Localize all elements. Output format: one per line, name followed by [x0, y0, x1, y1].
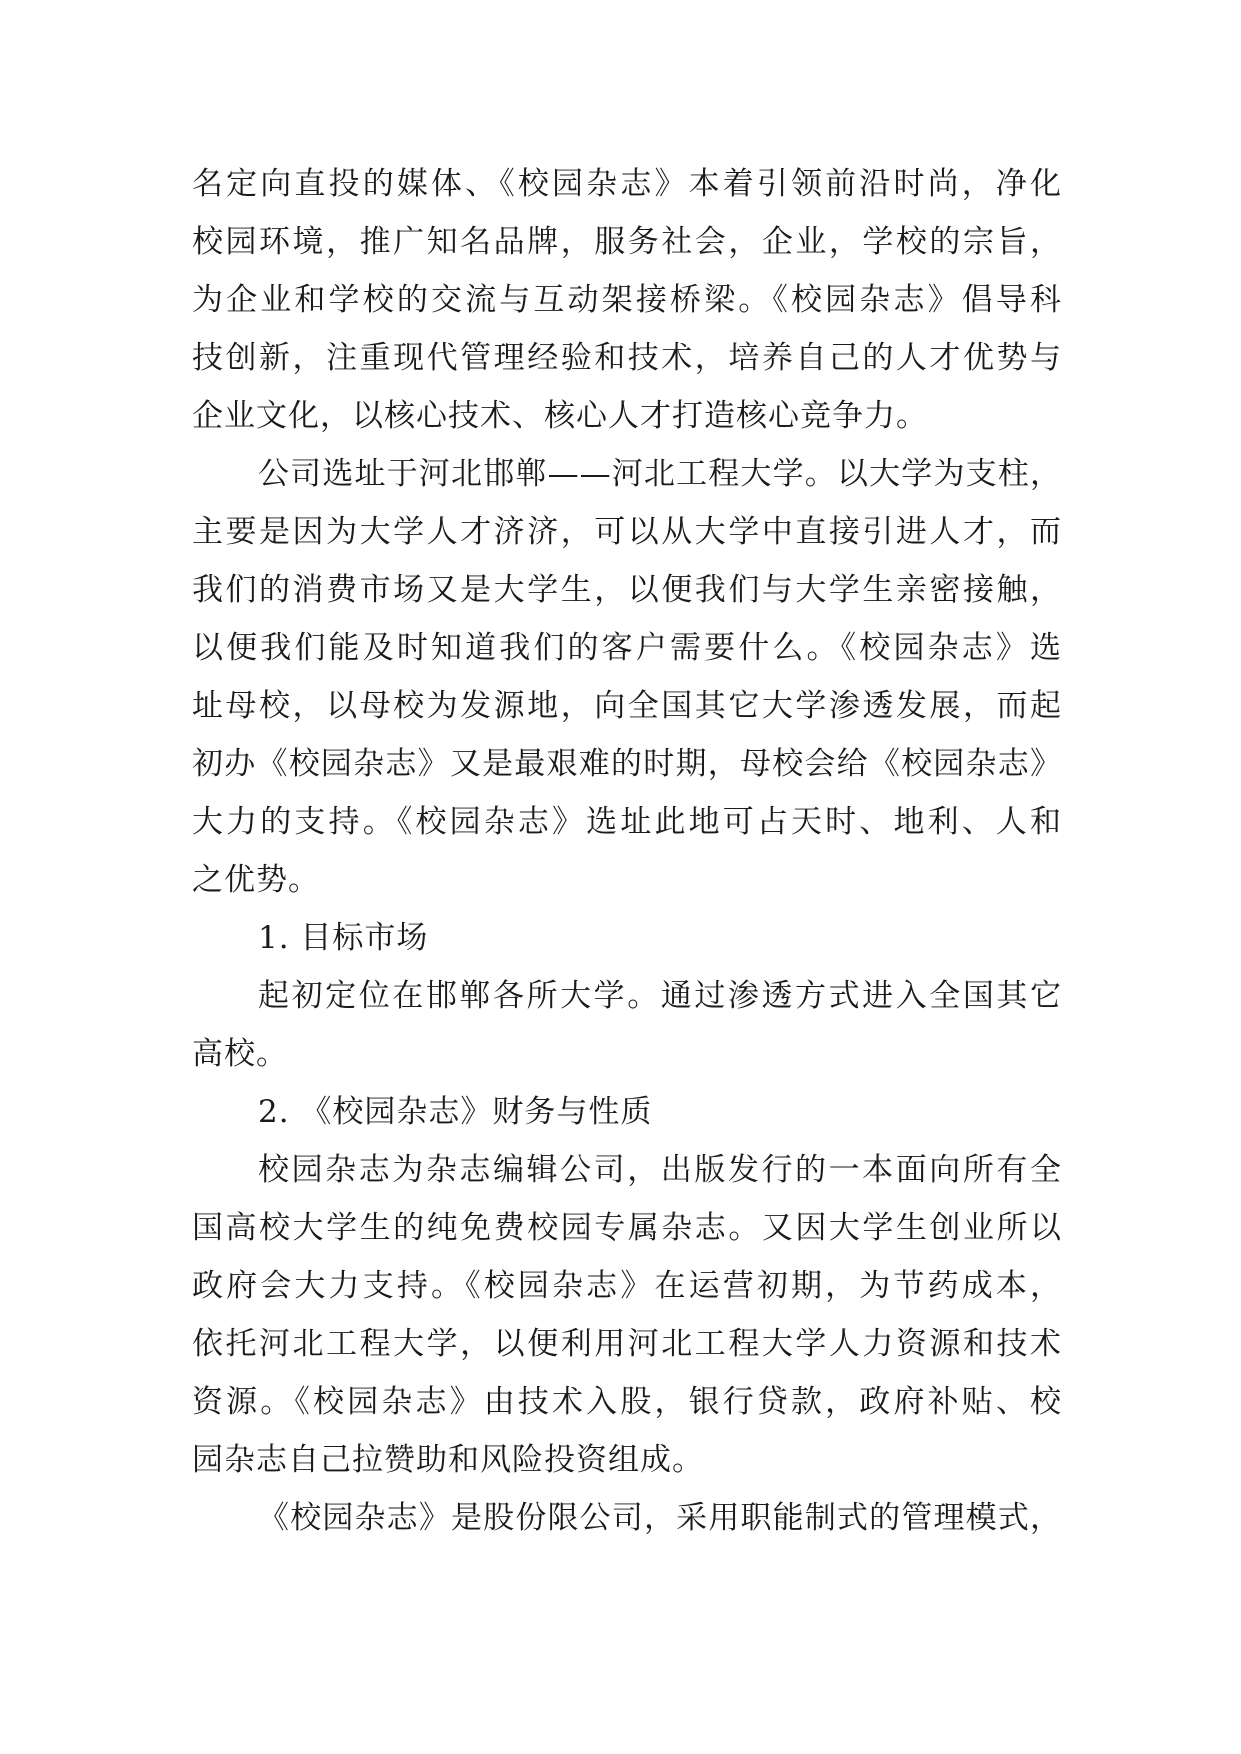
text-line: 址母校，以母校为发源地，向全国其它大学渗透发展，而起: [192, 688, 1062, 724]
text-line: 高校。: [192, 1036, 288, 1072]
section-heading: 1. 目标市场: [258, 920, 429, 956]
text-line: 为企业和学校的交流与互动架接桥梁。《校园杂志》倡导科: [192, 282, 1062, 318]
text-line: 资源。《校园杂志》由技术入股，银行贷款，政府补贴、校: [192, 1384, 1062, 1420]
document-body: [192, 155, 1062, 1547]
text-line: 初办《校园杂志》又是最艰难的时期，母校会给《校园杂志》: [192, 746, 1062, 782]
paragraph-first-line: 《校园杂志》是股份限公司，采用职能制式的管理模式，: [258, 1500, 1062, 1536]
paragraph-first-line: 起初定位在邯郸各所大学。通过渗透方式进入全国其它: [258, 978, 1062, 1014]
section-heading: 2. 《校园杂志》财务与性质: [258, 1094, 653, 1130]
text-line: 主要是因为大学人才济济，可以从大学中直接引进人才，而: [192, 514, 1062, 550]
paragraph-first-line: 校园杂志为杂志编辑公司，出版发行的一本面向所有全: [258, 1152, 1062, 1188]
text-line: 技创新，注重现代管理经验和技术，培养自己的人才优势与: [192, 340, 1062, 376]
text-line: 园杂志自己拉赞助和风险投资组成。: [192, 1442, 704, 1478]
text-line: 企业文化，以核心技术、核心人才打造核心竞争力。: [192, 398, 928, 434]
text-line: 国高校大学生的纯免费校园专属杂志。又因大学生创业所以: [192, 1210, 1062, 1246]
text-line: 以便我们能及时知道我们的客户需要什么。《校园杂志》选: [192, 630, 1062, 666]
text-line: 之优势。: [192, 862, 320, 898]
text-line: 大力的支持。《校园杂志》选址此地可占天时、地利、人和: [192, 804, 1062, 840]
text-line: 我们的消费市场又是大学生，以便我们与大学生亲密接触，: [192, 572, 1062, 608]
text-line: 名定向直投的媒体、《校园杂志》本着引领前沿时尚，净化: [192, 166, 1062, 202]
text-line: 政府会大力支持。《校园杂志》在运营初期，为节药成本，: [192, 1268, 1062, 1304]
text-line: 依托河北工程大学，以便利用河北工程大学人力资源和技术: [192, 1326, 1062, 1362]
paragraph-first-line: 公司选址于河北邯郸——河北工程大学。以大学为支柱，: [258, 456, 1062, 492]
text-line: 校园环境，推广知名品牌，服务社会，企业，学校的宗旨，: [192, 224, 1062, 260]
